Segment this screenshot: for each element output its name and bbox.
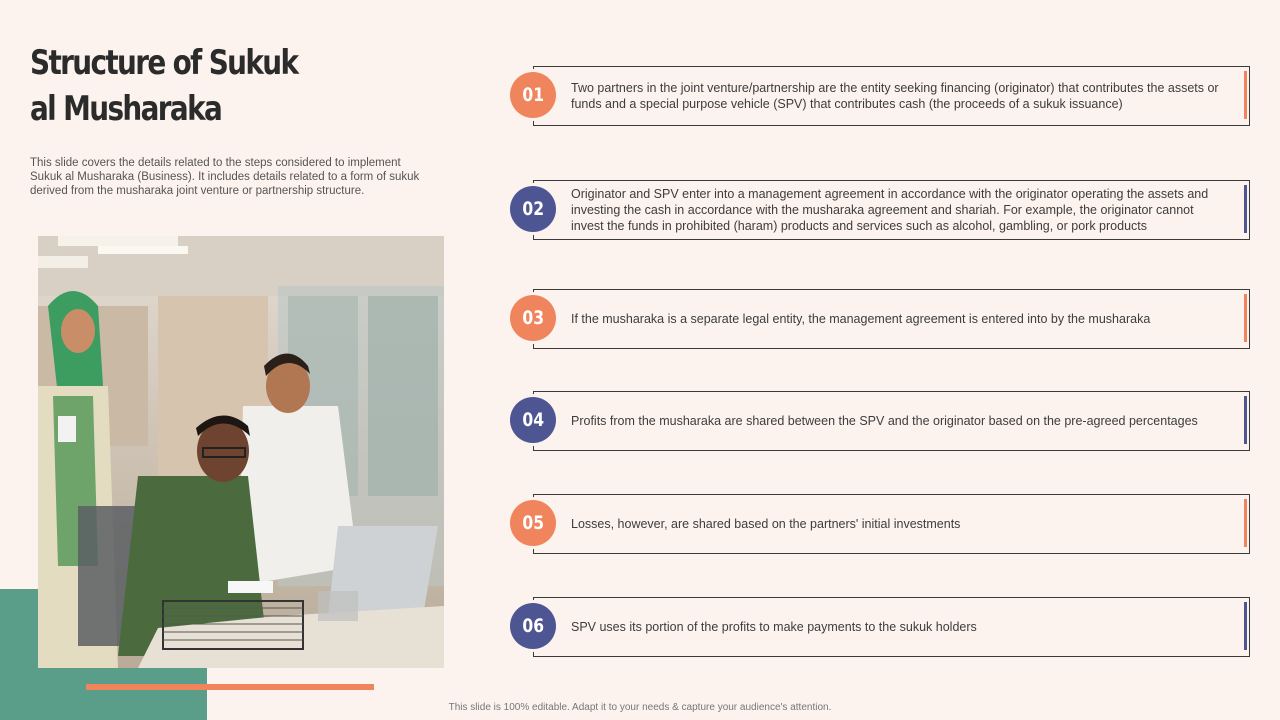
step-number-badge: 02 <box>510 186 556 232</box>
step-card <box>533 66 1250 126</box>
step-text: Losses, however, are shared based on the partners' initial investments <box>571 517 961 531</box>
step-text: SPV uses its portion of the profits to make payments to the sukuk holders <box>571 620 977 634</box>
step-number-badge: 03 <box>510 295 556 341</box>
step-item-02 <box>510 180 1250 240</box>
step-text: Profits from the musharaka are shared between the SPV and the originator based on the pre-agreed percentages <box>571 414 1198 428</box>
step-card <box>533 289 1250 349</box>
step-accent-edge <box>1244 185 1247 233</box>
step-item-06 <box>510 597 1250 657</box>
step-accent-edge <box>1244 294 1247 342</box>
step-card <box>533 391 1250 451</box>
step-accent-edge <box>1244 71 1247 119</box>
step-number-badge: 05 <box>510 500 556 546</box>
photo-illustration <box>38 236 444 668</box>
step-text: Originator and SPV enter into a management agreement in accordance with the originator operating the assets and investing the cash in accordance with the musharaka agreement and shariah. For example, the originator cannot invest the funds in prohibited (haram) products and services such as alcohol, gambling, or pork products <box>571 187 1209 233</box>
office-team-photo <box>38 236 444 668</box>
step-number-badge: 04 <box>510 397 556 443</box>
step-item-04 <box>510 391 1250 451</box>
decorative-orange-bar <box>86 684 374 690</box>
step-item-01 <box>510 66 1250 126</box>
step-accent-edge <box>1244 602 1247 650</box>
slide-description: This slide covers the details related to the steps considered to implement Sukuk al Musharaka (Business). It includes details related to a form of sukuk derived from the musharaka joint venture or partnership structure. <box>30 157 420 197</box>
step-item-05 <box>510 494 1250 554</box>
footer-note: This slide is 100% editable. Adapt it to your needs & capture your audience's attention. <box>448 702 832 713</box>
step-item-03 <box>510 289 1250 349</box>
step-text: If the musharaka is a separate legal entity, the management agreement is entered into by the musharaka <box>571 312 1151 326</box>
slide-title: Structure of Sukuk al Musharaka <box>30 43 298 129</box>
step-number-badge: 06 <box>510 603 556 649</box>
step-number-badge: 01 <box>510 72 556 118</box>
step-card <box>533 597 1250 657</box>
step-accent-edge <box>1244 499 1247 547</box>
step-accent-edge <box>1244 396 1247 444</box>
step-card <box>533 180 1250 240</box>
step-card <box>533 494 1250 554</box>
step-text: Two partners in the joint venture/partnership are the entity seeking financing (originator) that contributes the assets or funds and a special purpose vehicle (SPV) that contributes cash (the proceeds of a sukuk issuance) <box>571 81 1219 111</box>
